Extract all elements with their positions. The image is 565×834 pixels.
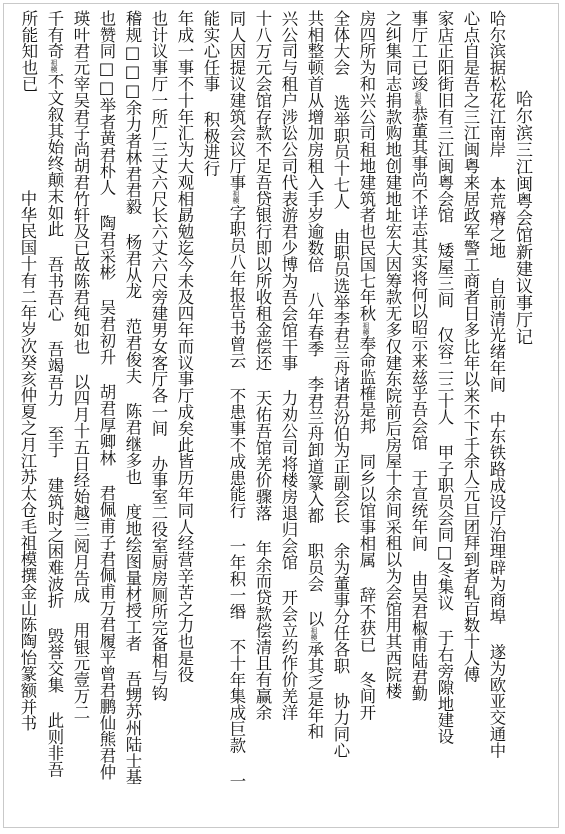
text-line: 房四所为和兴公司租地建筑者也民国七年秋 xyxy=(357,10,376,322)
text-column-14 xyxy=(147,10,169,701)
text-column-11 xyxy=(225,10,247,789)
text-column-8 xyxy=(303,10,325,740)
text-line: 同人因提议建筑会议厅事 xyxy=(227,10,246,191)
text-line: 家店正阳街旧有三江闽粤会馆 矮屋三间 仅容二三十人 甲子职员会同□冬集议 于右旁隙地建设 xyxy=(435,10,454,745)
signature-text: 中华民国十有二年岁次癸亥仲夏之月江苏太仓毛祖模撰金山陈陶怡篆额并书 xyxy=(18,190,37,732)
text-line: 稽规□□□余力者林君君毅 杨君从龙 范君俊夫 陈君继多也 度地绘图量材授工者 吾甥苏州陆士基 xyxy=(123,10,142,786)
text-column-17 xyxy=(69,10,91,720)
text-column-5 xyxy=(381,10,403,699)
text-line: 千有奇 xyxy=(45,10,64,60)
text-column-12 xyxy=(199,10,221,177)
text-column-15 xyxy=(121,10,143,785)
text-column-16 xyxy=(95,10,117,780)
text-column-19 xyxy=(17,10,39,92)
name-note: 祖模 xyxy=(310,627,318,642)
text-column-10 xyxy=(251,10,273,720)
text-column-13 xyxy=(173,10,195,682)
text-line: 哈尔滨据松花江南岸 本荒瘠之地 自前清光绪年间 中东铁路成设厅治理辟为商埠 遂为欧亚交通中 xyxy=(487,10,506,759)
text-column-2 xyxy=(459,10,481,682)
text-line: 瑛叶君元宰吴君子尚胡君竹轩及已故陈君纯如也 以四月十五日经始越三阅月告成 用银元壹万二 xyxy=(71,10,90,721)
text-line: 字职员八年报告书曾云 不患事不成患能行 一年积一缗 不十年集成巨款 一 xyxy=(227,204,246,789)
text-line: 恭董其事尚不详志其实将何以昭示来兹乎吾会馆 于宣统年间 由吴君椒甫陆君勤 xyxy=(409,106,428,702)
text-line: 所能知也已 xyxy=(19,10,38,92)
name-note: 祖模 xyxy=(232,190,240,205)
text-line: 兴公司与租户涉讼公司代表游君少博为吾会馆干事 力劝公司将楼房退归会馆 开会立约作价羌洋 xyxy=(279,10,298,721)
text-column-18 xyxy=(43,10,65,778)
text-line: 不文叙其始终颠末如此 吾书吾心 吾竭吾力 至于 建筑时之困难波折 毁誉交集 此则非吾 xyxy=(45,73,64,778)
text-column-3 xyxy=(433,10,455,745)
text-line: 也计议事厅一所广三丈六尺长六丈六尺旁建男女客厅各一间 办事室二役室厨房厕所完备相与钩 xyxy=(149,10,168,702)
name-note: 祖模 xyxy=(414,92,422,106)
text-column-9 xyxy=(277,10,299,720)
text-line: 全体大会 选举职员十七人 由职员选举李君兰舟诸君汾伯为正副会长 余为董事分任各职 协力同心 xyxy=(331,10,350,759)
document-title: 哈尔滨三江闽粤会馆新建议事厅记 xyxy=(512,90,532,345)
text-column-4 xyxy=(407,10,429,702)
text-line: 承其乏是年和 xyxy=(305,641,324,740)
text-line: 奉命监榷是邦 同乡以馆事相属 辞不获已 冬间开 xyxy=(357,335,376,721)
text-column-7 xyxy=(329,10,351,758)
text-line: 年成一事不十年汇为大观相勗勉迄今未及四年而议事厅成矣此皆历年同人经营辛苦之力也是役 xyxy=(175,10,194,683)
text-line: 能实心任事 积极进行 xyxy=(201,10,220,177)
text-line: 事厅工已竣 xyxy=(409,10,428,92)
text-line: 之纠集同志捐款购地创建地址宏大因筹款无多仅建东院前后房屋十余间采租以为会馆用其西院楼 xyxy=(383,10,402,699)
text-column-1 xyxy=(485,10,507,758)
name-note: 祖模 xyxy=(362,321,370,336)
signature-column xyxy=(16,190,38,731)
text-line: 十八万元会馆存款不足吾贷银行即以所收租金偿还 天佑吾馆羌价骤落 年余而贷款偿清且有赢余 xyxy=(253,10,272,721)
text-column-6 xyxy=(355,10,377,721)
text-line: 共相整顿首从增加房租入手岁逾数倍 八年春季 李君兰舟卸道篆入都 职员会 以 xyxy=(305,10,324,628)
text-line: 心点自是吾之三江闽粤来居政军警工商者日多比年以来不下千余人元旦团拜到者轧百数十人傅 xyxy=(461,10,480,683)
name-note: 祖模 xyxy=(50,59,58,74)
text-line: 也赞同□□举者黄君朴人 陶君采彬 吴君初升 胡君厚卿林 君佩甫子君佩甫万君履平曾君鹏仙熊君仲 xyxy=(97,10,116,780)
